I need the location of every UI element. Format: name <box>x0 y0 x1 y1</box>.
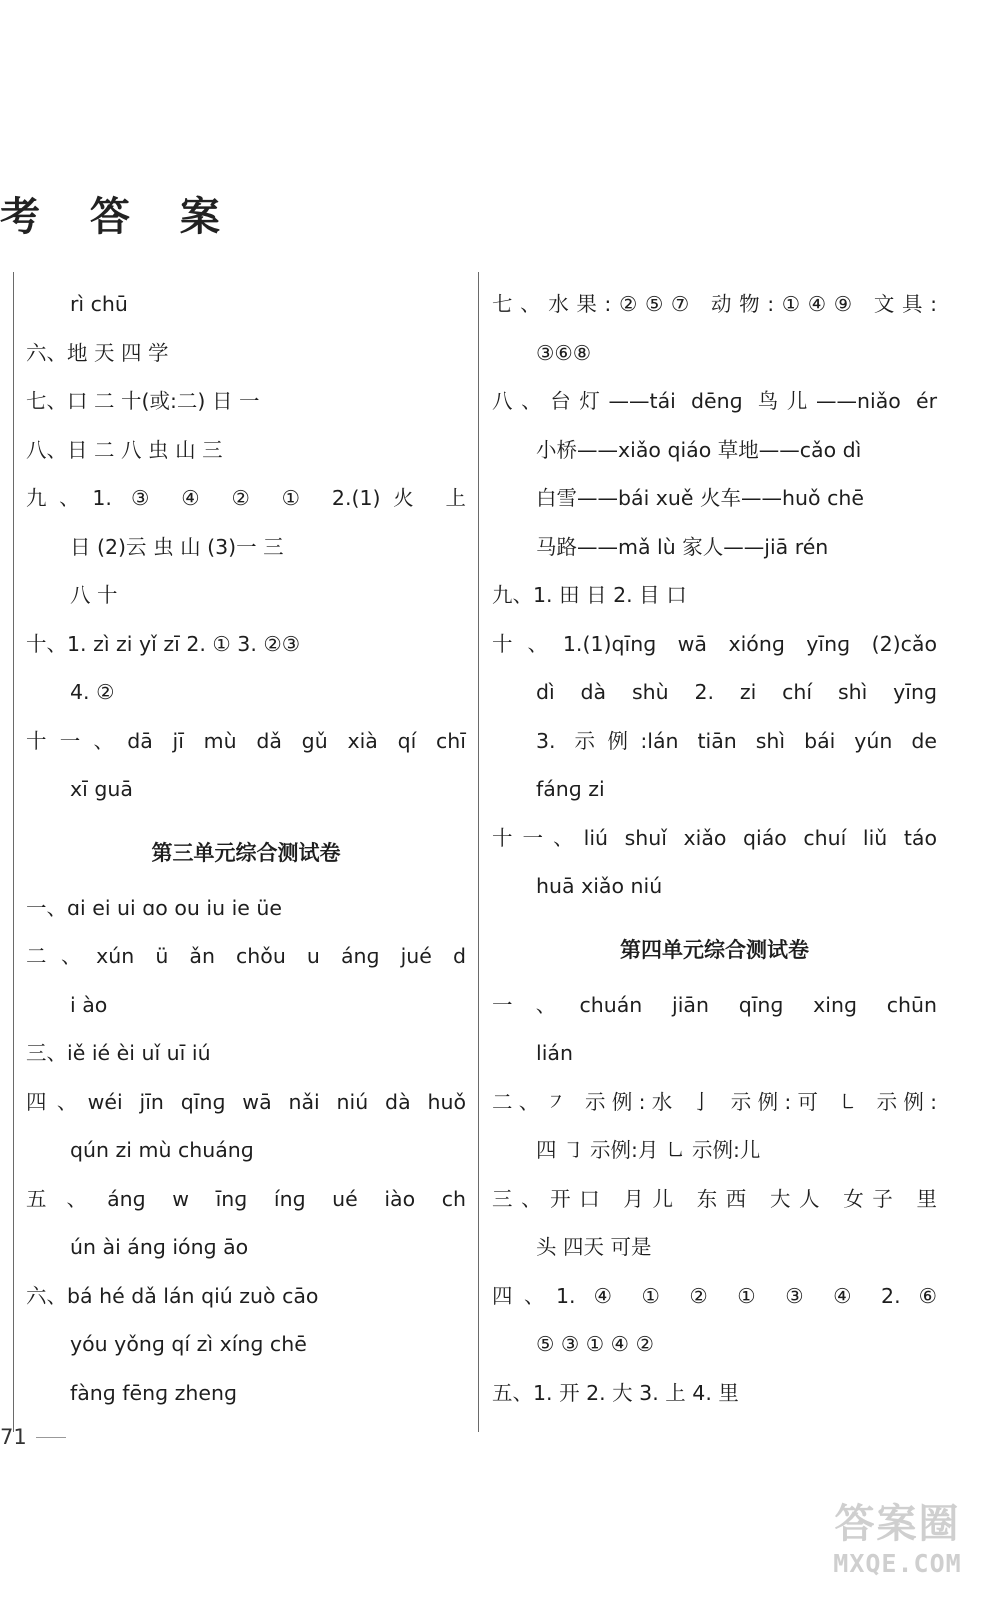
answer-line: 一、ɑi ei ui ɑo ou iu ie üe <box>26 895 283 920</box>
answer-line: 七、水果:②⑤⑦ 动物:①④⑨ 文具: <box>492 292 937 316</box>
answer-line: 四 ㇆ 示例:月 ㇟ 示例:儿 <box>536 1138 761 1162</box>
left-answer-column <box>26 284 466 1421</box>
answer-line: 八 十 <box>70 583 118 607</box>
answer-line: 马路——mǎ lù 家人——jiā rén <box>536 534 829 559</box>
right-column-rule <box>478 272 479 1432</box>
section-heading: 第三单元综合测试卷 <box>151 840 341 865</box>
page-number-dash <box>36 1437 66 1438</box>
section-heading: 第四单元综合测试卷 <box>620 937 809 962</box>
answer-line: 八、台灯——tái dēnɡ 鸟儿——niǎo ér <box>492 389 937 413</box>
answer-line: fànɡ fēnɡ zhenɡ <box>70 1380 238 1405</box>
left-column-rule <box>13 272 14 1432</box>
answer-line: ③⑥⑧ <box>536 340 592 365</box>
page-title: 考 答 案 <box>0 193 238 240</box>
answer-line: 三、开口 月儿 东西 大人 女子 里 <box>492 1186 937 1211</box>
answer-line: 一、chuán jiān qīnɡ xinɡ chūn <box>492 992 937 1017</box>
answer-line: fánɡ zi <box>536 777 605 801</box>
answer-line: 六、地 天 四 学 <box>26 340 169 365</box>
answer-line: dì dà shù 2. zi chí shì yīnɡ <box>536 680 937 704</box>
watermark-domain-text: MXQE.COM <box>833 1549 962 1578</box>
answer-line: 六、bá hé dǎ lán qiú zuò cāo <box>26 1283 319 1308</box>
answer-line: ⑤ ③ ① ④ ② <box>536 1332 654 1356</box>
answer-line: yóu yǒnɡ qí zì xínɡ chē <box>70 1332 307 1356</box>
answer-line: 九、1. 田 日 2. 目 口 <box>492 583 687 607</box>
answer-line: 五、1. 开 2. 大 3. 上 4. 里 <box>492 1380 739 1405</box>
answer-line: 七、口 二 十(或:二) 日 一 <box>26 389 260 413</box>
answer-line: 二、㇇ 示例:水 亅 示例:可 ㇄ 示例: <box>492 1089 937 1114</box>
answer-line: rì chū <box>70 292 128 316</box>
answer-line: 四、wéi jīn qīnɡ wā nǎi niú dà huǒ <box>26 1089 466 1114</box>
right-answer-column <box>492 284 937 1421</box>
answer-line: xī guā <box>70 777 133 801</box>
answer-line: qún zi mù chuánɡ <box>70 1138 254 1162</box>
answer-line: 四、1. ④ ① ② ① ③ ④ 2. ⑥ <box>492 1283 937 1308</box>
site-watermark-logo <box>815 1500 980 1590</box>
answer-line: 4. ② <box>70 680 115 704</box>
watermark-logo-text: 答案圈 <box>834 1501 961 1547</box>
answer-line: 十一、dā jī mù dǎ gǔ xià qí chī <box>26 728 466 753</box>
answer-line: 八、日 二 八 虫 山 三 <box>26 437 223 462</box>
answer-line: 二、xún ü ǎn chǒu u ánɡ jué d <box>26 944 466 968</box>
answer-line: 3. 示例:lán tiān shì bái yún de <box>536 728 937 753</box>
answer-line: 头 四天 可是 <box>536 1235 652 1259</box>
answer-line: i ào <box>70 992 108 1017</box>
answer-line: 日 (2)云 虫 山 (3)一 三 <box>70 534 284 559</box>
answer-line: 十一、liú shuǐ xiǎo qiáo chuí liǔ táo <box>492 825 937 850</box>
answer-line: ún ài ánɡ iónɡ āo <box>70 1235 249 1259</box>
answer-line: lián <box>536 1041 573 1065</box>
answer-line: 小桥——xiǎo qiáo 草地——cǎo dì <box>536 437 862 462</box>
answer-line: 白雪——bái xuě 火车——huǒ chē <box>536 486 864 510</box>
answer-line: huā xiǎo niú <box>536 874 663 898</box>
answer-line: 五、ánɡ w īnɡ ínɡ ué iào ch <box>26 1186 466 1211</box>
answer-line: 十、1.(1)qīnɡ wā xiónɡ yīnɡ (2)cǎo <box>492 631 937 656</box>
answer-line: 九、1. ③ ④ ② ① 2.(1)火 上 <box>26 486 466 510</box>
answer-line: 十、1. zì zi yǐ zī 2. ① 3. ②③ <box>26 631 301 656</box>
answer-line: 三、iě ié èi uǐ uī iú <box>26 1041 211 1065</box>
page-number: 71 <box>0 1425 27 1449</box>
